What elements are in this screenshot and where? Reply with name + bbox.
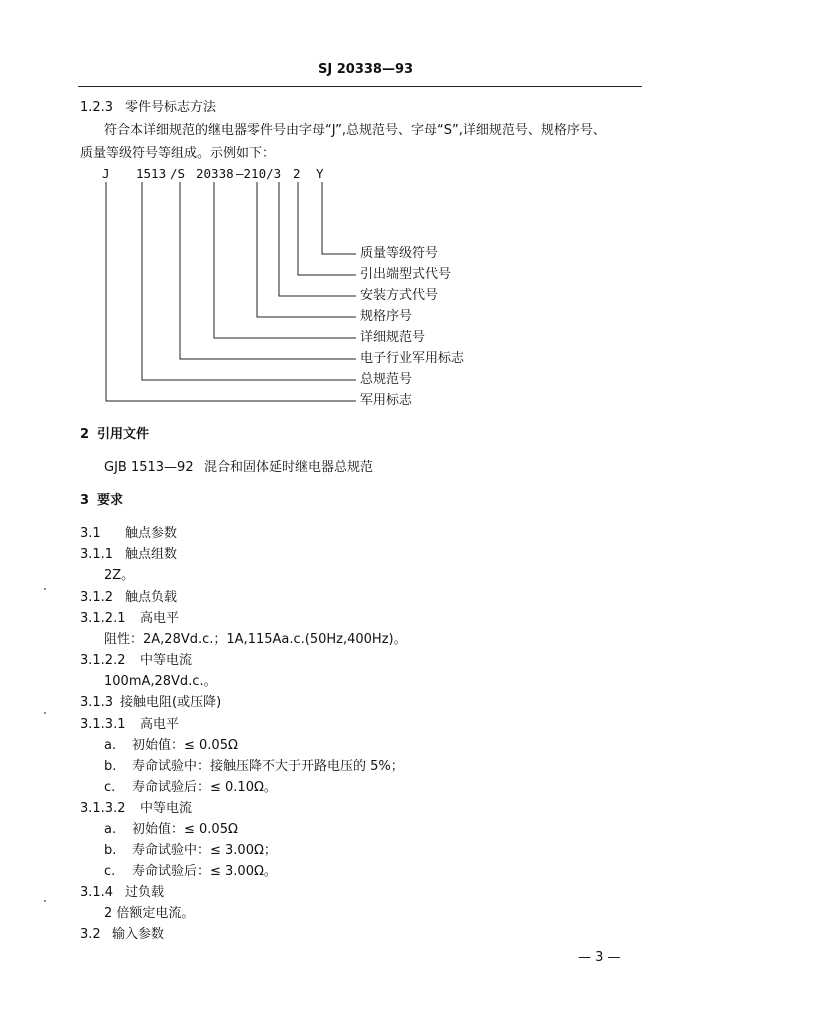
clause-number: 3.1.2	[80, 590, 114, 605]
code-part: 2	[293, 166, 301, 181]
clause-text: 触点组数	[125, 547, 178, 562]
diagram-label: 规格序号	[360, 309, 413, 324]
diagram-label: 军用标志	[360, 393, 413, 408]
clause-text: 高电平	[140, 611, 180, 626]
clause-text: 寿命试验后：≤ 3.00Ω。	[132, 864, 277, 879]
paragraph-line: 质量等级符号等组成。示例如下：	[80, 146, 276, 161]
clause-number: 3.1.1	[80, 547, 114, 562]
clause-text: 输入参数	[112, 927, 165, 942]
clause-text: 中等电流	[140, 653, 193, 668]
list-marker: b.	[104, 843, 117, 858]
list-marker: a.	[104, 738, 117, 753]
code-part: Y	[316, 166, 324, 181]
code-part: 20338	[196, 166, 234, 181]
list-marker: a.	[104, 822, 117, 837]
reference-code: GJB 1513—92	[104, 460, 194, 475]
clause-number: 3.1.4	[80, 885, 114, 900]
list-marker: c.	[104, 864, 116, 879]
diagram-label: 电子行业军用标志	[360, 351, 465, 366]
scan-speck	[44, 712, 46, 714]
section-title: 零件号标志方法	[125, 100, 217, 115]
paragraph-line: 符合本详细规范的继电器零件号由字母“J”,总规范号、字母“S”,详细规范号、规格序号、	[104, 123, 606, 138]
clause-text: 初始值：≤ 0.05Ω	[132, 822, 238, 837]
diagram-label: 总规范号	[360, 372, 413, 387]
clause-text: 2 倍额定电流。	[104, 906, 195, 921]
clause-number: 3.1.2.2	[80, 653, 126, 668]
clause-text: 阻性：2A,28Vd.c.；1A,115Aa.c.(50Hz,400Hz)。	[104, 632, 407, 647]
section-title: 引用文件	[97, 427, 150, 442]
clause-number: 3.1.3.2	[80, 801, 126, 816]
clause-number: 3.1.3.1	[80, 717, 126, 732]
section-number: 2	[80, 427, 90, 442]
clause-number: 3.2	[80, 927, 101, 942]
clause-text: 中等电流	[140, 801, 193, 816]
clause-text: 过负载	[125, 885, 165, 900]
document-code: SJ 20338—93	[318, 62, 414, 77]
code-part: /S	[170, 166, 186, 181]
reference-title: 混合和固体延时继电器总规范	[204, 460, 374, 475]
list-marker: c.	[104, 780, 116, 795]
page-number: — 3 —	[578, 950, 621, 965]
diagram-label: 质量等级符号	[360, 246, 439, 261]
clause-number: 3.1	[80, 526, 101, 541]
diagram-label: 详细规范号	[360, 330, 426, 345]
clause-text: 触点负载	[125, 590, 178, 605]
code-part: J	[102, 166, 110, 181]
clause-text: 2Z。	[104, 568, 135, 583]
clause-text: 触点参数	[125, 526, 178, 541]
section-number: 3	[80, 493, 90, 508]
clause-text: 接触电阻(或压降)	[120, 695, 222, 710]
code-part: 1513	[136, 166, 167, 181]
clause-text: 寿命试验中：接触压降不大于开路电压的 5%；	[132, 759, 404, 774]
section-number: 1.2.3	[80, 100, 114, 115]
clause-number: 3.1.2.1	[80, 611, 126, 626]
clause-number: 3.1.3	[80, 695, 114, 710]
scan-speck	[44, 588, 46, 590]
clause-text: 初始值：≤ 0.05Ω	[132, 738, 238, 753]
code-part: —210/3	[236, 166, 282, 181]
clause-text: 寿命试验后：≤ 0.10Ω。	[132, 780, 277, 795]
diagram-label: 安装方式代号	[360, 288, 439, 303]
clause-text: 100mA,28Vd.c.。	[104, 674, 217, 689]
clause-text: 寿命试验中：≤ 3.00Ω；	[132, 843, 277, 858]
section-title: 要求	[97, 493, 124, 508]
list-marker: b.	[104, 759, 117, 774]
scan-speck	[44, 900, 46, 902]
clause-text: 高电平	[140, 717, 180, 732]
diagram-label: 引出端型式代号	[360, 267, 452, 282]
